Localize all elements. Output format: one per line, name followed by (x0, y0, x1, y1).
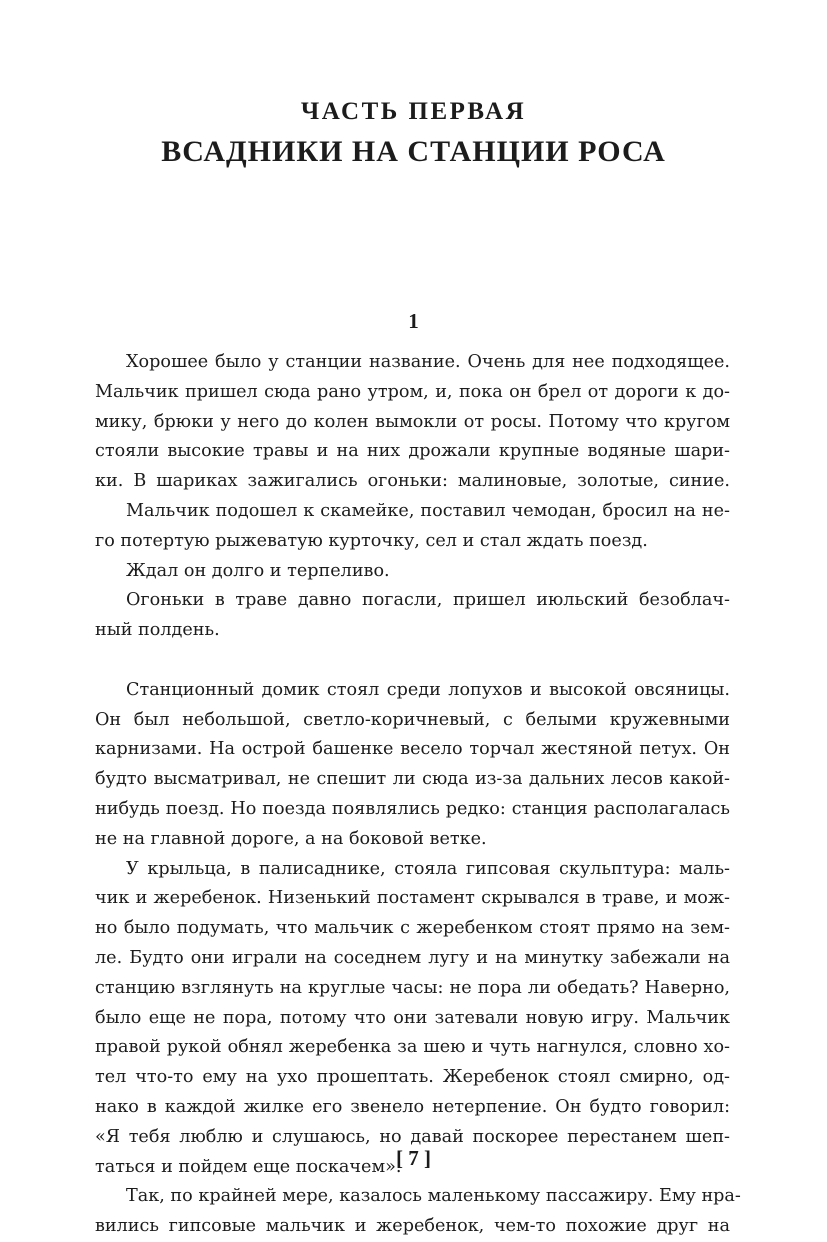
book-title: ВСАДНИКИ НА СТАНЦИИ РОСА (161, 135, 666, 168)
text-line: правой рукой обнял жеребенка за шею и чуть нагнулся, словно хо- (95, 1037, 730, 1058)
text-line: ки. В шариках зажигались огоньки: малиновые, золотые, синие. (95, 471, 730, 492)
text-line: нако в каждой жилке его звенело нетерпение. Он будто говорил: (95, 1096, 730, 1117)
text-line: Так, по крайней мере, казалось маленькому пассажиру. Ему нра- (126, 1186, 741, 1207)
text-line: Станционный домик стоял среди лопухов и высокой овсяницы. (126, 679, 730, 700)
text-line: го потертую рыжеватую курточку, сел и стал ждать поезд. (95, 530, 648, 551)
chapter-number: 1 (408, 309, 419, 333)
text-line: мику, брюки у него до колен вымокли от росы. Потому что кругом (95, 411, 730, 432)
text-line: таться и пойдем еще поскачем». (95, 1156, 402, 1177)
text-line: «Я тебя люблю и слушаюсь, но давай поскорее перестанем шеп- (95, 1126, 730, 1147)
text-line: ный полдень. (95, 620, 220, 641)
text-line: тел что-то ему на ухо прошептать. Жеребенок стоял смирно, од- (95, 1067, 730, 1088)
section-break (95, 646, 730, 676)
text-line: станцию взглянуть на круглые часы: не пора ли обедать? Наверно, (95, 977, 730, 998)
text-line: Хорошее было у станции название. Очень для нее подходящее. (126, 352, 730, 372)
text-line: было еще не пора, потому что они затевали новую игру. Мальчик (95, 1007, 730, 1028)
text-line: карнизами. На острой башенке весело торчал жестяной петух. Он (95, 739, 730, 760)
body-text (95, 348, 741, 1242)
text-line: чик и жеребенок. Низенький постамент скрывался в траве, и мож- (95, 888, 730, 909)
page-number: [ 7 ] (396, 1146, 431, 1170)
text-line: но было подумать, что мальчик с жеребенком стоят прямо на зем- (95, 918, 730, 939)
text-line: вились гипсовые мальчик и жеребенок, чем-то похожие друг на (95, 1216, 730, 1237)
text-line: Огоньки в траве давно погасли, пришел июльский безоблач- (126, 590, 730, 611)
text-line: нибудь поезд. Но поезда появлялись редко: станция располагалась (95, 798, 730, 819)
text-line: Мальчик подошел к скамейке, поставил чемодан, бросил на не- (126, 500, 730, 521)
text-line: Ждал он долго и терпеливо. (126, 560, 390, 581)
part-title: ЧАСТЬ ПЕРВАЯ (300, 98, 527, 125)
text-line: будто высматривал, не спешит ли сюда из-за дальних лесов какой- (95, 769, 730, 790)
text-line: не на главной дороге, а на боковой ветке. (95, 828, 487, 849)
text-line: стояли высокие травы и на них дрожали крупные водяные шари- (95, 441, 730, 462)
text-line: Мальчик пришел сюда рано утром, и, пока он брел от дороги к до- (95, 381, 730, 402)
text-line: У крыльца, в палисаднике, стояла гипсовая скульптура: маль- (126, 858, 730, 879)
text-line: ле. Будто они играли на соседнем лугу и на минутку забежали на (95, 947, 730, 968)
text-line: Он был небольшой, светло-коричневый, с белыми кружевными (95, 709, 730, 730)
